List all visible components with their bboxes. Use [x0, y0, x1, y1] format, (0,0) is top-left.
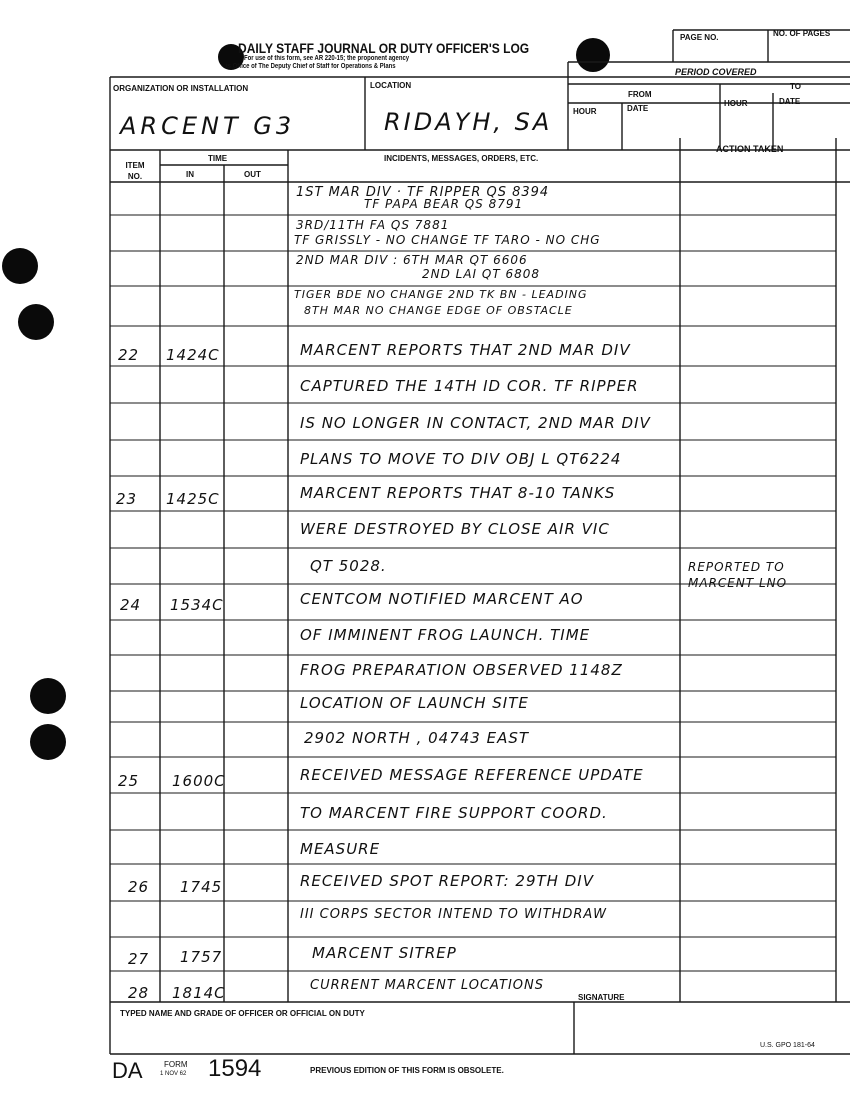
- item-number: 24: [120, 596, 142, 614]
- item-number: 23: [116, 490, 138, 508]
- action-taken-text: REPORTED TO: [688, 560, 785, 574]
- entry-text: RECEIVED MESSAGE REFERENCE UPDATE: [300, 766, 644, 784]
- entry-text: QT 5028.: [310, 557, 387, 575]
- incidents-label: INCIDENTS, MESSAGES, ORDERS, ETC.: [384, 154, 539, 163]
- form-word: FORM: [164, 1060, 188, 1069]
- entry-text: FROG PREPARATION OBSERVED 1148Z: [300, 661, 623, 679]
- item-number: 27: [128, 950, 150, 968]
- time-in: 1745: [180, 878, 223, 896]
- typed-name-label: TYPED NAME AND GRADE OF OFFICER OR OFFICIAL ON DUTY: [120, 1009, 365, 1018]
- action-taken-text: MARCENT LNO: [688, 576, 788, 590]
- form-date: 1 NOV 62: [160, 1071, 187, 1077]
- to-label: TO: [790, 82, 801, 91]
- form-da: DA: [112, 1058, 143, 1083]
- time-in: 1600C: [172, 772, 226, 790]
- entry-text: OF IMMINENT FROG LAUNCH. TIME: [300, 626, 591, 644]
- signature-label: SIGNATURE: [578, 993, 625, 1002]
- entry-text: CAPTURED THE 14TH ID COR. TF RIPPER: [300, 377, 639, 395]
- entry-text: 2ND LAI QT 6808: [422, 267, 541, 281]
- entry-text: LOCATION OF LAUNCH SITE: [300, 694, 529, 712]
- form-subtitle-2: is Office of The Deputy Chief of Staff for Operations & Plans: [226, 63, 396, 70]
- entry-text: TO MARCENT FIRE SUPPORT COORD.: [300, 804, 608, 822]
- entry-text: MARCENT REPORTS THAT 8-10 TANKS: [300, 484, 616, 502]
- out-label: OUT: [244, 170, 261, 179]
- entry-text: TF GRISSLY - NO CHANGE TF TARO - NO CHG: [294, 233, 601, 247]
- entry-text: MEASURE: [300, 840, 381, 858]
- from-label: FROM: [628, 90, 652, 99]
- previous-edition-note: PREVIOUS EDITION OF THIS FORM IS OBSOLETE.: [310, 1066, 504, 1075]
- entry-text: PLANS TO MOVE TO DIV OBJ L QT6224: [300, 450, 622, 468]
- entry-text: 2902 NORTH , 04743 EAST: [304, 729, 530, 747]
- time-in: 1424C: [166, 346, 220, 364]
- organization-value: ARCENT G3: [120, 112, 296, 140]
- form-title: DAILY STAFF JOURNAL OR DUTY OFFICER'S LOG: [238, 40, 530, 56]
- page-no-label: PAGE NO.: [680, 33, 719, 42]
- entry-text: MARCENT REPORTS THAT 2ND MAR DIV: [300, 341, 631, 359]
- item-number: 28: [128, 984, 150, 1002]
- org-label: ORGANIZATION OR INSTALLATION: [113, 84, 249, 93]
- entry-text: IS NO LONGER IN CONTACT, 2ND MAR DIV: [300, 414, 651, 432]
- item-no-label: ITEM NO.: [125, 161, 145, 181]
- in-label: IN: [186, 170, 194, 179]
- form-number: 1594: [208, 1055, 262, 1082]
- entry-text: III CORPS SECTOR INTEND TO WITHDRAW: [300, 907, 607, 922]
- time-label: TIME: [208, 154, 228, 163]
- time-in: 1814C: [172, 984, 226, 1002]
- entry-text: 2ND MAR DIV : 6TH MAR QT 6606: [296, 253, 528, 267]
- entry-text: CENTCOM NOTIFIED MARCENT AO: [300, 590, 584, 608]
- action-taken-label: ACTION TAKEN: [716, 144, 784, 154]
- entry-text: CURRENT MARCENT LOCATIONS: [310, 978, 544, 993]
- entry-text: TF PAPA BEAR QS 8791: [364, 197, 524, 211]
- time-in: 1425C: [166, 490, 220, 508]
- item-number: 22: [118, 346, 140, 364]
- location-value: RIDAYH, SA: [384, 108, 553, 136]
- time-in: 1757: [180, 948, 223, 966]
- to-hour-label: HOUR: [724, 99, 748, 108]
- entry-text: WERE DESTROYED BY CLOSE AIR VIC: [300, 520, 610, 538]
- from-hour-label: HOUR: [573, 107, 597, 116]
- item-number: 26: [128, 878, 150, 896]
- no-of-pages-label: NO. OF PAGES: [773, 29, 831, 38]
- time-in: 1534C: [170, 596, 224, 614]
- item-number: 25: [118, 772, 140, 790]
- entry-text: 8TH MAR NO CHANGE EDGE OF OBSTACLE: [304, 304, 573, 317]
- from-date-label: DATE: [627, 104, 649, 113]
- period-covered-label: PERIOD COVERED: [675, 67, 757, 77]
- entry-text: 1ST MAR DIV · TF RIPPER QS 8394: [296, 185, 550, 200]
- entry-text: MARCENT SITREP: [312, 944, 457, 962]
- gpo-imprint: U.S. GPO 181-64: [760, 1042, 815, 1049]
- form-subtitle-1: For use of this form, see AR 220-15; the proponent agency: [244, 55, 410, 62]
- entry-text: RECEIVED SPOT REPORT: 29TH DIV: [300, 872, 594, 890]
- entry-text: 3RD/11TH FA QS 7881: [296, 218, 450, 232]
- entry-text: TIGER BDE NO CHANGE 2ND TK BN - LEADING: [294, 288, 588, 301]
- to-date-label: DATE: [779, 97, 801, 106]
- location-label: LOCATION: [370, 81, 412, 90]
